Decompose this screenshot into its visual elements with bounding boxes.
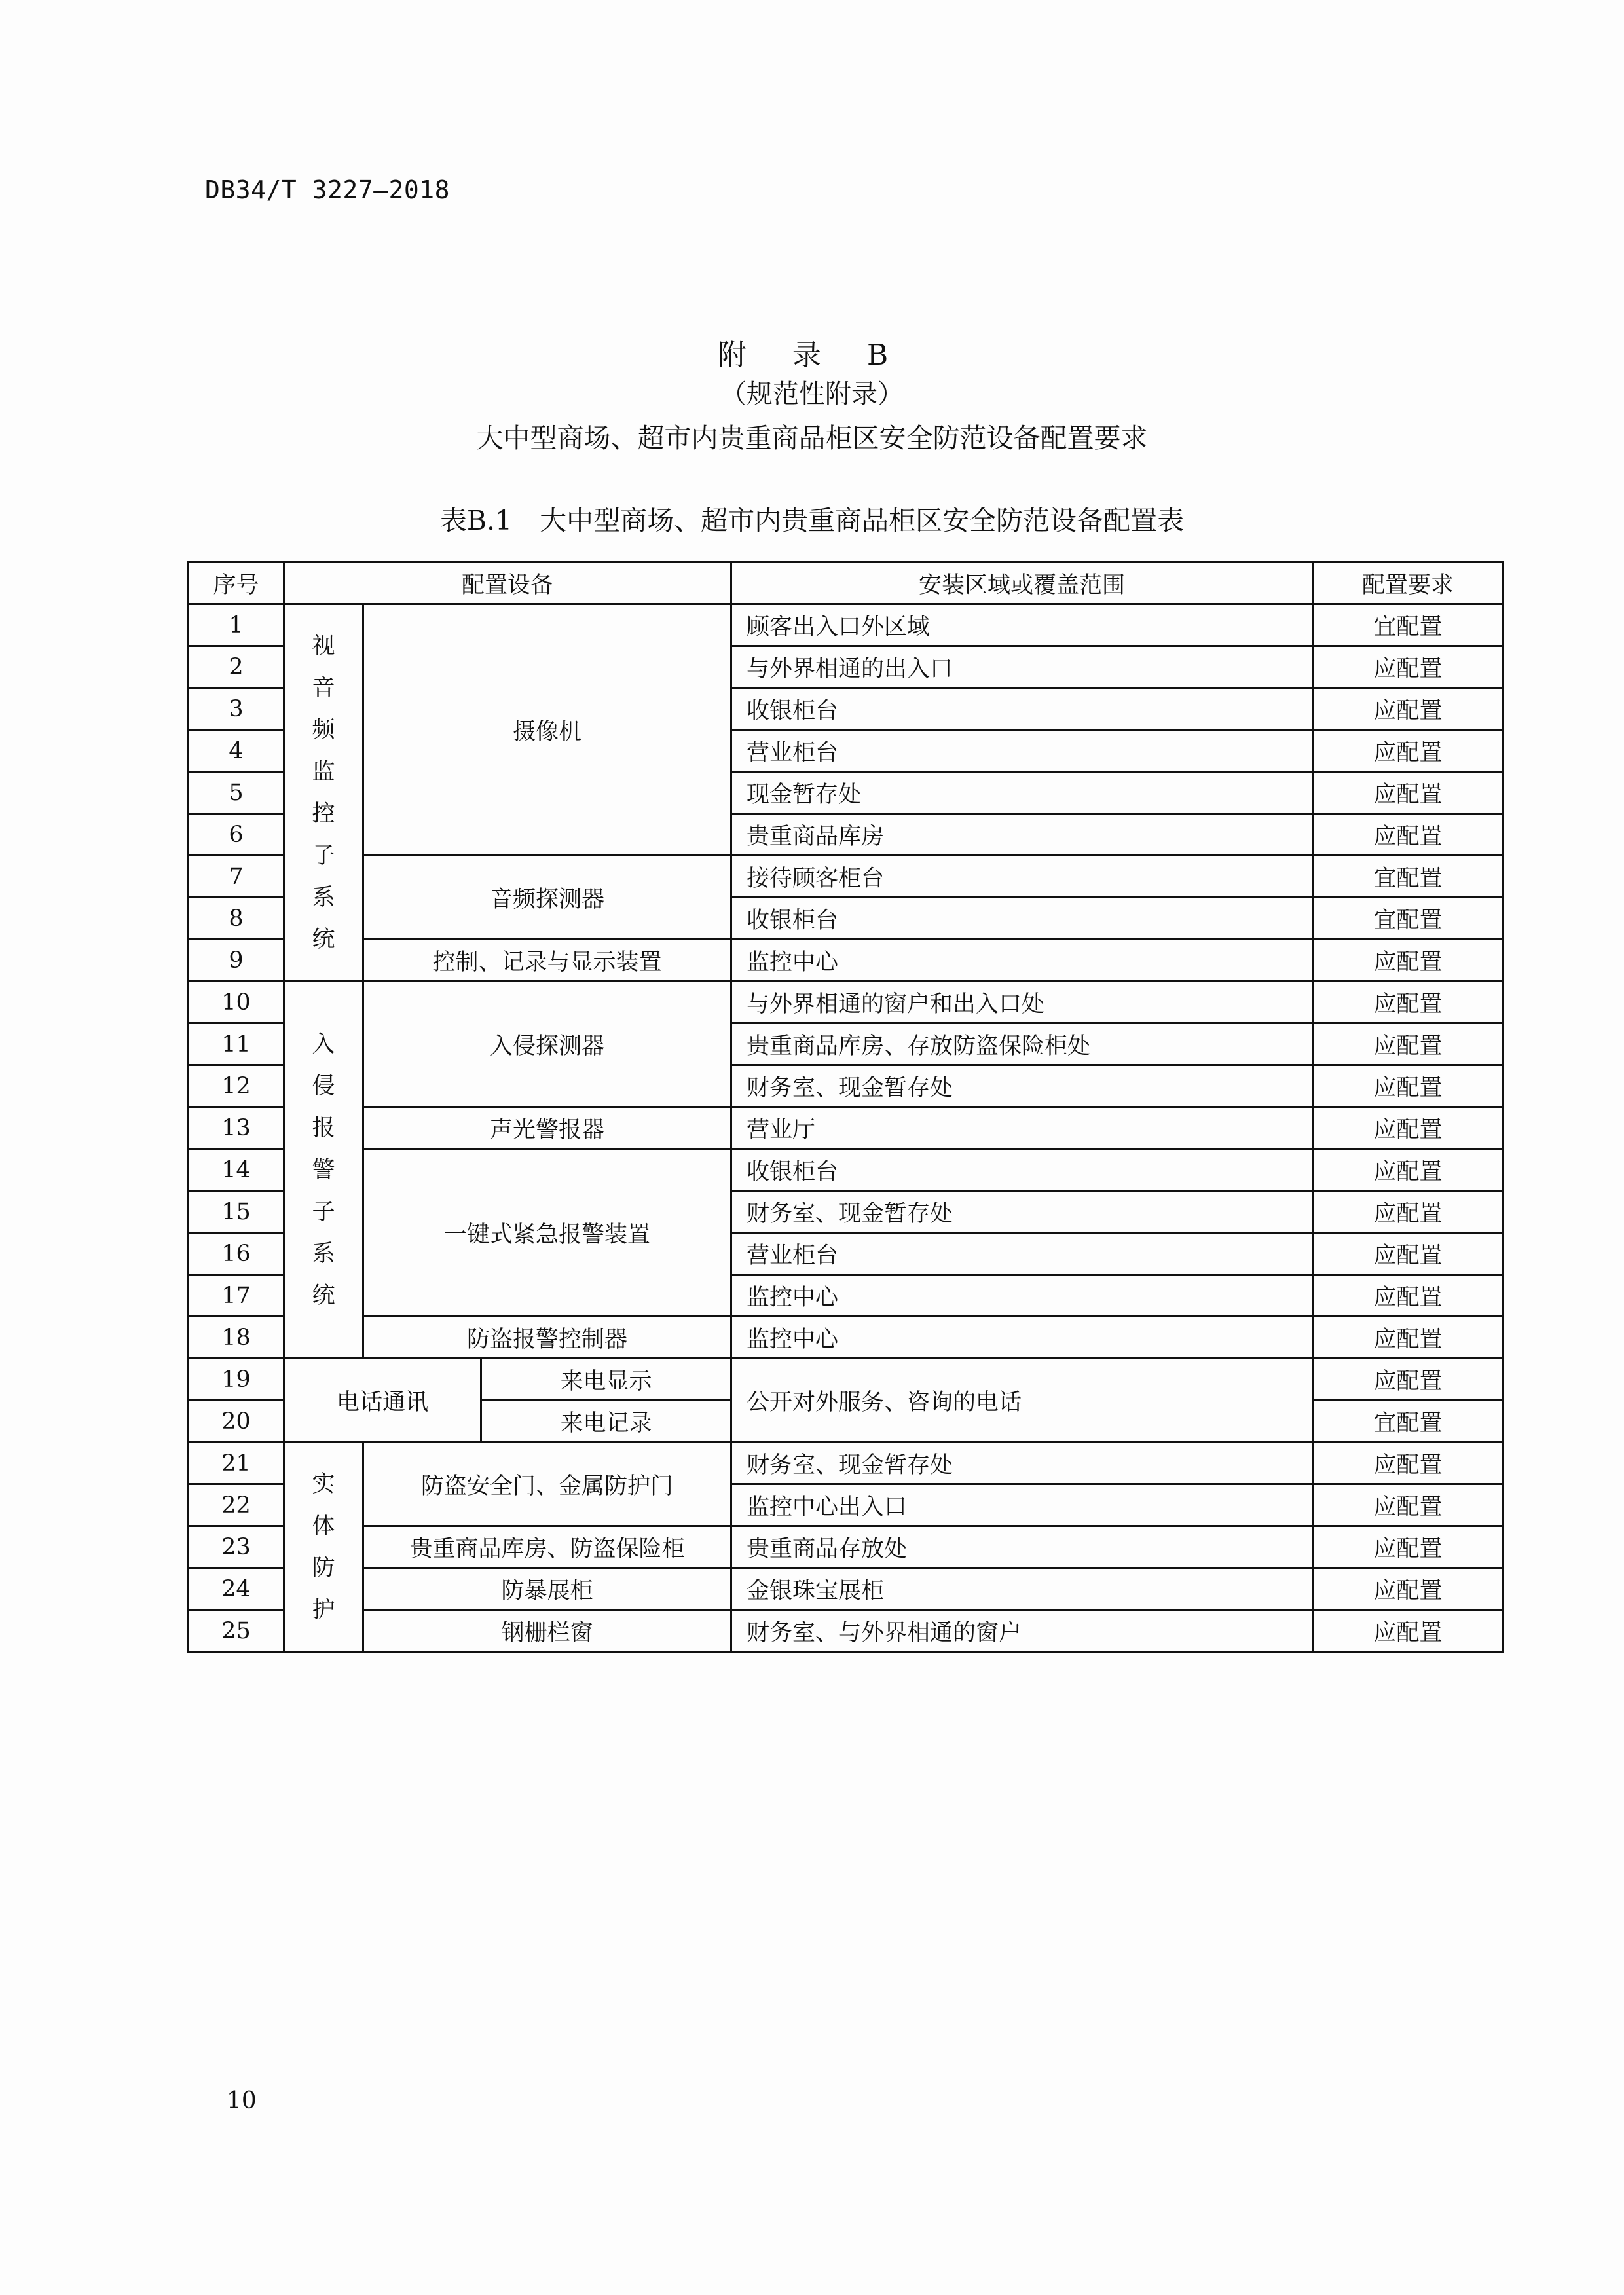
table-row	[189, 982, 1504, 1023]
row-area: 金银珠宝展柜	[731, 1568, 1313, 1610]
row-area: 财务室、与外界相通的窗户	[731, 1610, 1313, 1652]
row-area: 贵重商品库房、存放防盗保险柜处	[731, 1023, 1313, 1065]
row-no: 14	[189, 1149, 284, 1191]
row-no: 2	[189, 646, 284, 688]
table-header-row	[189, 562, 1504, 604]
row-requirement: 应配置	[1313, 1023, 1504, 1065]
row-no: 15	[189, 1191, 284, 1233]
row-area: 顾客出入口外区域	[731, 604, 1313, 646]
row-area: 监控中心	[731, 940, 1313, 982]
row-area: 收银柜台	[731, 688, 1313, 730]
row-area: 财务室、现金暂存处	[731, 1191, 1313, 1233]
device-camera: 摄像机	[363, 604, 731, 856]
row-no: 1	[189, 604, 284, 646]
row-area: 收银柜台	[731, 898, 1313, 940]
table-row	[189, 1526, 1504, 1568]
row-no: 7	[189, 856, 284, 898]
device-audio-detector: 音频探测器	[363, 856, 731, 940]
row-area: 收银柜台	[731, 1149, 1313, 1191]
appendix-type: （规范性附录）	[720, 379, 904, 409]
table-row	[189, 1149, 1504, 1191]
table-row	[189, 1568, 1504, 1610]
row-area: 营业柜台	[731, 1233, 1313, 1275]
row-requirement: 宜配置	[1313, 856, 1504, 898]
row-area: 财务室、现金暂存处	[731, 1442, 1313, 1484]
device-warehouse-safe: 贵重商品库房、防盗保险柜	[363, 1526, 731, 1568]
device-riot-cabinet: 防暴展柜	[363, 1568, 731, 1610]
row-area: 监控中心	[731, 1317, 1313, 1359]
row-area: 贵重商品存放处	[731, 1526, 1313, 1568]
row-area: 营业柜台	[731, 730, 1313, 772]
table-row	[189, 856, 1504, 898]
row-no: 4	[189, 730, 284, 772]
row-area: 接待顾客柜台	[731, 856, 1313, 898]
table-caption-id: 表B.1	[439, 505, 513, 536]
row-requirement: 宜配置	[1313, 898, 1504, 940]
header-area: 安装区域或覆盖范围	[731, 562, 1313, 604]
system-intrusion: 入 侵 报 警 子 系 统	[284, 982, 363, 1359]
row-area: 监控中心出入口	[731, 1484, 1313, 1526]
row-requirement: 应配置	[1313, 646, 1504, 688]
row-requirement: 应配置	[1313, 1359, 1504, 1401]
row-requirement: 应配置	[1313, 688, 1504, 730]
row-requirement: 应配置	[1313, 730, 1504, 772]
row-requirement: 应配置	[1313, 1149, 1504, 1191]
device-security-door: 防盗安全门、金属防护门	[363, 1442, 731, 1526]
row-requirement: 应配置	[1313, 1065, 1504, 1107]
row-area: 与外界相通的出入口	[731, 646, 1313, 688]
row-area: 监控中心	[731, 1275, 1313, 1317]
row-requirement: 应配置	[1313, 1191, 1504, 1233]
row-no: 25	[189, 1610, 284, 1652]
row-requirement: 应配置	[1313, 1442, 1504, 1484]
row-requirement: 宜配置	[1313, 1401, 1504, 1442]
table-row	[189, 604, 1504, 646]
system-telecom: 电话通讯	[284, 1359, 481, 1442]
row-area: 现金暂存处	[731, 772, 1313, 814]
row-no: 8	[189, 898, 284, 940]
row-requirement: 应配置	[1313, 1610, 1504, 1652]
device-control-record-display: 控制、记录与显示装置	[363, 940, 731, 982]
row-area: 公开对外服务、咨询的电话	[731, 1359, 1313, 1442]
table-row	[189, 940, 1504, 982]
row-requirement: 应配置	[1313, 814, 1504, 856]
row-requirement: 应配置	[1313, 1484, 1504, 1526]
row-requirement: 应配置	[1313, 1233, 1504, 1275]
appendix-title: 附 录 B	[717, 339, 907, 372]
device-call-record: 来电记录	[481, 1401, 731, 1442]
row-requirement: 应配置	[1313, 982, 1504, 1023]
equipment-config-table	[187, 561, 1504, 1653]
row-requirement: 应配置	[1313, 1317, 1504, 1359]
row-no: 22	[189, 1484, 284, 1526]
row-no: 24	[189, 1568, 284, 1610]
row-no: 18	[189, 1317, 284, 1359]
device-alarm-controller: 防盗报警控制器	[363, 1317, 731, 1359]
row-requirement: 应配置	[1313, 1275, 1504, 1317]
document-code: DB34/T 3227—2018	[205, 175, 451, 204]
table-row	[189, 1317, 1504, 1359]
row-requirement: 应配置	[1313, 1568, 1504, 1610]
table-row	[189, 1107, 1504, 1149]
row-no: 10	[189, 982, 284, 1023]
device-intrusion-detector: 入侵探测器	[363, 982, 731, 1107]
header-device: 配置设备	[284, 562, 731, 604]
row-no: 5	[189, 772, 284, 814]
header-no: 序号	[189, 562, 284, 604]
row-area: 与外界相通的窗户和出入口处	[731, 982, 1313, 1023]
row-no: 13	[189, 1107, 284, 1149]
row-no: 19	[189, 1359, 284, 1401]
table-row	[189, 1442, 1504, 1484]
device-sound-light-alarm: 声光警报器	[363, 1107, 731, 1149]
row-no: 21	[189, 1442, 284, 1484]
row-requirement: 应配置	[1313, 1107, 1504, 1149]
row-no: 9	[189, 940, 284, 982]
row-no: 12	[189, 1065, 284, 1107]
row-area: 贵重商品库房	[731, 814, 1313, 856]
row-requirement: 应配置	[1313, 940, 1504, 982]
table-row	[189, 1610, 1504, 1652]
table-caption	[0, 499, 1624, 538]
row-no: 11	[189, 1023, 284, 1065]
appendix-name: 大中型商场、超市内贵重商品柜区安全防范设备配置要求	[476, 422, 1148, 454]
header-requirement: 配置要求	[1313, 562, 1504, 604]
row-requirement: 应配置	[1313, 772, 1504, 814]
row-no: 23	[189, 1526, 284, 1568]
table-row	[189, 1359, 1504, 1401]
row-no: 6	[189, 814, 284, 856]
system-physical: 实 体 防 护	[284, 1442, 363, 1652]
row-no: 20	[189, 1401, 284, 1442]
row-requirement: 应配置	[1313, 1526, 1504, 1568]
row-no: 3	[189, 688, 284, 730]
device-steel-window: 钢栅栏窗	[363, 1610, 731, 1652]
table-caption-text: 大中型商场、超市内贵重商品柜区安全防范设备配置表	[540, 505, 1185, 536]
device-one-key-alarm: 一键式紧急报警装置	[363, 1149, 731, 1317]
row-requirement: 宜配置	[1313, 604, 1504, 646]
row-area: 财务室、现金暂存处	[731, 1065, 1313, 1107]
row-no: 16	[189, 1233, 284, 1275]
device-caller-display: 来电显示	[481, 1359, 731, 1401]
row-no: 17	[189, 1275, 284, 1317]
page-number: 10	[227, 2087, 257, 2114]
row-area: 营业厅	[731, 1107, 1313, 1149]
system-video: 视 音 频 监 控 子 系 统	[284, 604, 363, 982]
